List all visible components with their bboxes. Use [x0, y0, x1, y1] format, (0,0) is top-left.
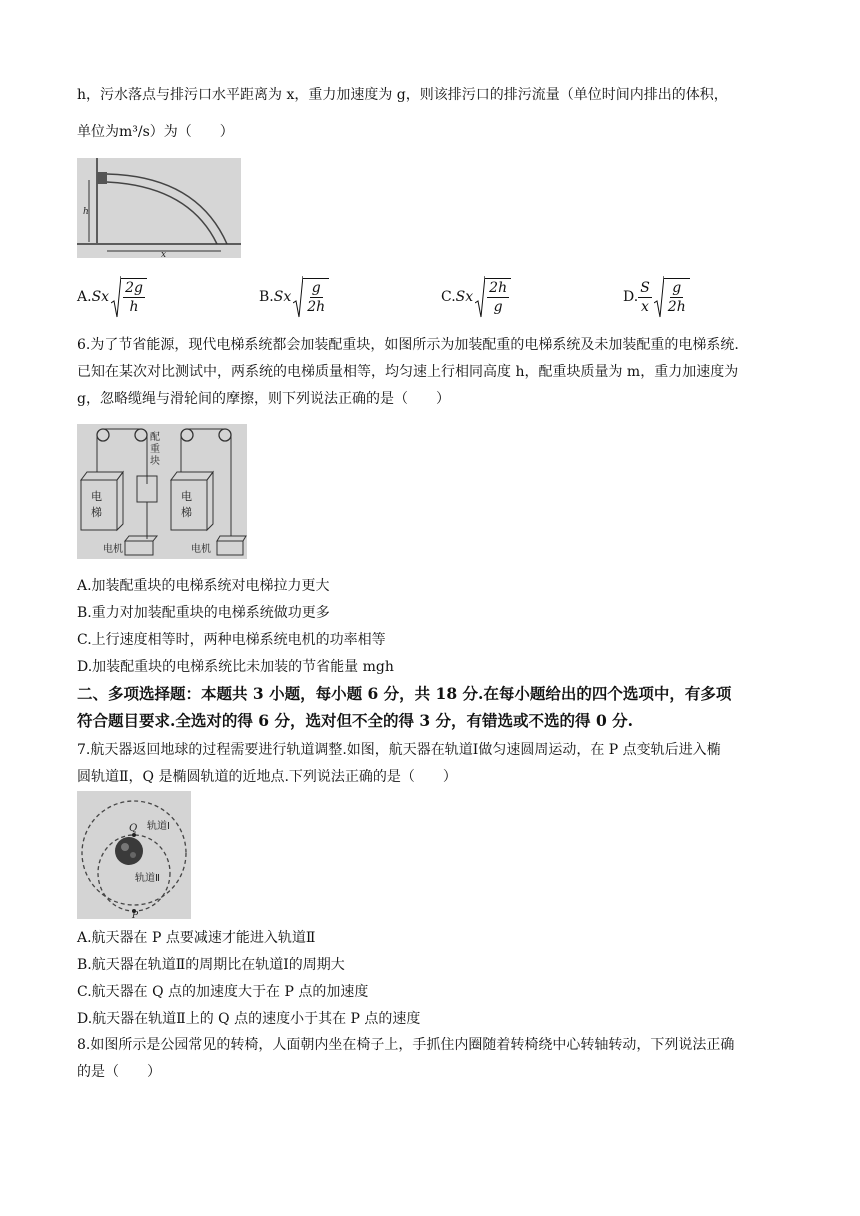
q5-stem-line2: 单位为m³/s）为（ ）	[77, 124, 234, 140]
q6-option-a: A.加装配重块的电梯系统对电梯拉力更大	[77, 578, 330, 594]
q6-stem-line1: 6.为了节省能源，现代电梯系统都会加装配重块，如图所示为加装配重的电梯系统及未加装配重的电梯系统.	[77, 337, 739, 353]
fig-h-label: h	[83, 207, 89, 217]
q5-option-b: B. Sx $\frac{g}{2h}$	[259, 272, 329, 322]
q6-stem-line3: g，忽略缆绳与滑轮间的摩擦，则下列说法正确的是（ ）	[77, 391, 450, 407]
outfall-diagram	[77, 158, 241, 258]
svg-text:块: 块	[150, 456, 160, 467]
q8-stem-line1: 8.如图所示是公园常见的转椅，人面朝内坐在椅子上，手抓住内圈随着转椅绕中心转轴转动，下列说法正确	[77, 1037, 735, 1053]
svg-text:电机: 电机	[103, 544, 123, 555]
svg-text:P: P	[132, 911, 139, 919]
svg-text:电机: 电机	[191, 544, 211, 555]
q5-outfall-figure	[77, 158, 241, 258]
svg-text:重: 重	[150, 444, 160, 455]
q7-option-a: A.航天器在 P 点要减速才能进入轨道Ⅱ	[77, 930, 316, 946]
svg-text:电: 电	[91, 490, 102, 503]
q7-stem-line1: 7.航天器返回地球的过程需要进行轨道调整.如图，航天器在轨道Ⅰ做匀速圆周运动，在 P 点变轨后进入椭	[77, 742, 721, 758]
q7-option-d: D.航天器在轨道Ⅱ上的 Q 点的速度小于其在 P 点的速度	[77, 1011, 421, 1027]
elevator-diagram	[77, 424, 247, 559]
section2-heading-line2: 符合题目要求.全选对的得 6 分，选对但不全的得 3 分，有错选或不选的得 0 分.	[77, 711, 634, 730]
fig-x-label: x	[161, 250, 167, 258]
svg-text:电: 电	[181, 490, 192, 503]
svg-text:配: 配	[150, 432, 160, 443]
svg-text:Q: Q	[129, 823, 138, 834]
q6-stem-line2: 已知在某次对比测试中，两系统的电梯质量相等，均匀速上行相同高度 h，配重块质量为 m，重力加速度为	[77, 364, 739, 380]
q5-option-d: D. $\frac{S}{x}$ $\frac{g}{2h}$	[623, 272, 690, 322]
q7-orbit-figure	[77, 791, 191, 919]
q6-option-c: C.上行速度相等时，两种电梯系统电机的功率相等	[77, 632, 386, 648]
svg-text:轨道Ⅱ: 轨道Ⅱ	[135, 873, 160, 884]
q7-option-b: B.航天器在轨道Ⅱ的周期比在轨道Ⅰ的周期大	[77, 957, 345, 973]
svg-text:梯: 梯	[91, 506, 102, 519]
section2-heading-line1: 二、多项选择题：本题共 3 小题，每小题 6 分，共 18 分.在每小题给出的四个选项中，有多项	[77, 684, 732, 703]
q7-option-c: C.航天器在 Q 点的加速度大于在 P 点的加速度	[77, 984, 369, 1000]
orbit-diagram	[77, 791, 191, 919]
q8-stem-line2: 的是（ ）	[77, 1064, 161, 1080]
q5-stem-line1: h，污水落点与排污口水平距离为 x，重力加速度为 g，则该排污口的排污流量（单位时间内排出的体积，	[77, 87, 728, 103]
q6-option-b: B.重力对加装配重块的电梯系统做功更多	[77, 605, 330, 621]
svg-text:轨道Ⅰ: 轨道Ⅰ	[147, 821, 170, 832]
q5-option-a: A. Sx $\frac{2g}{h}$	[77, 272, 147, 322]
q6-option-d: D.加装配重块的电梯系统比未加装的节省能量 mgh	[77, 659, 394, 675]
svg-text:梯: 梯	[181, 506, 192, 519]
q7-stem-line2: 圆轨道Ⅱ，Q 是椭圆轨道的近地点.下列说法正确的是（ ）	[77, 769, 457, 785]
q6-elevator-figure	[77, 424, 247, 559]
q5-option-c: C. Sx $\frac{2h}{g}$	[441, 272, 511, 322]
